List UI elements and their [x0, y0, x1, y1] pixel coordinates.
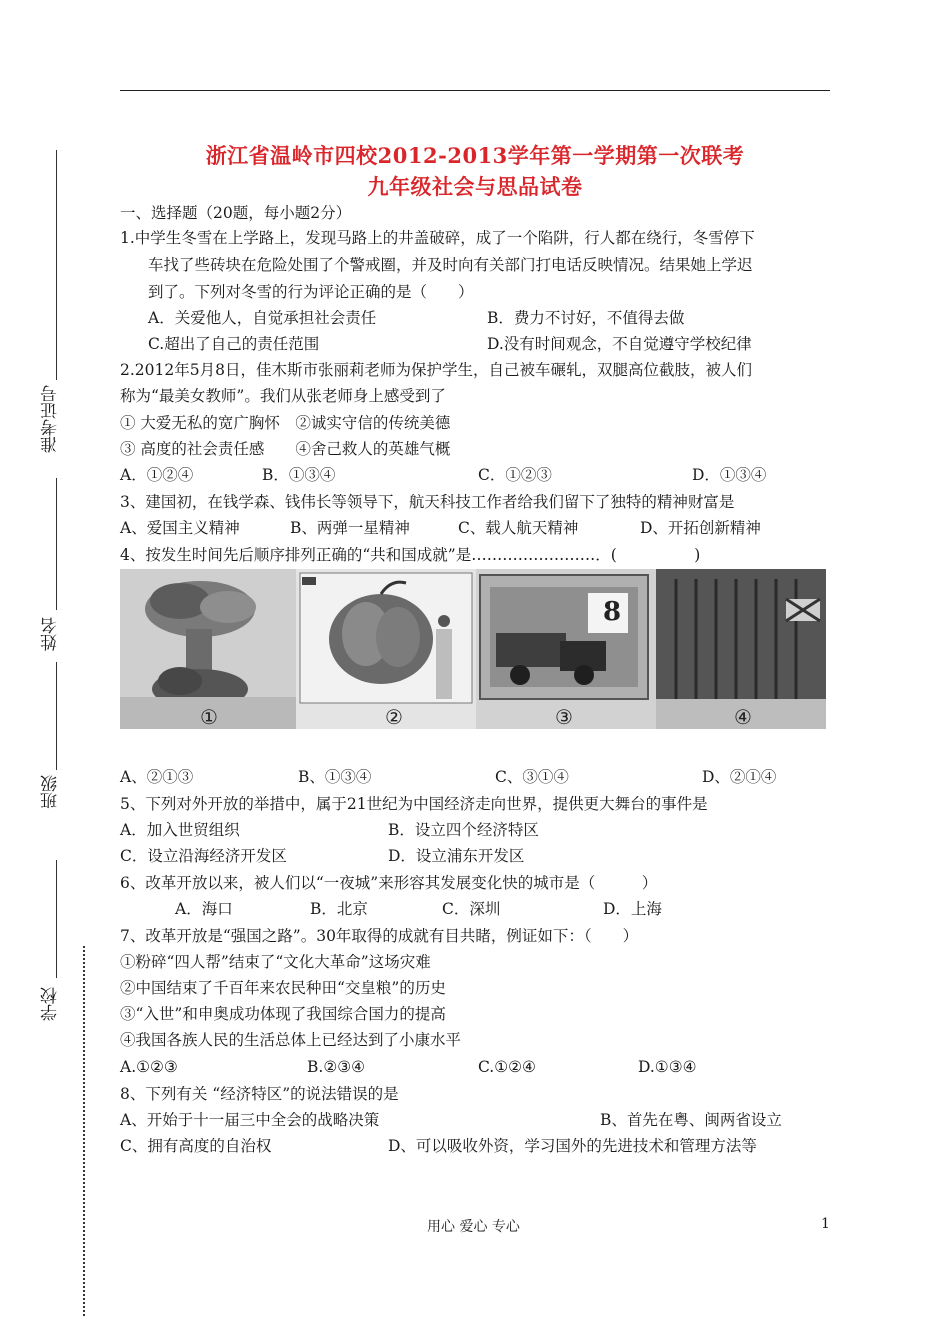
q1-stem-line3: 到了。下列对冬雪的行为评论正确的是（ ） [148, 283, 474, 301]
q8-option-b[interactable]: B、首先在粤、闽两省设立 [600, 1111, 782, 1129]
q7-statement-1: ①粉碎“四人帮”结束了“文化大革命”这场灾难 [120, 953, 431, 971]
q2-option-b[interactable]: B．①③④ [262, 466, 336, 484]
q6-option-b[interactable]: B．北京 [310, 900, 368, 918]
q3-option-d[interactable]: D、开拓创新精神 [640, 519, 761, 537]
q5-option-d[interactable]: D．设立浦东开发区 [388, 847, 525, 865]
stamp-number: 8 [603, 597, 622, 627]
q7-statement-2: ②中国结束了千百年来农民种田“交皇粮”的历史 [120, 979, 446, 997]
q5-stem: 5、下列对外开放的举措中，属于21世纪为中国经济走向世界，提供更大舞台的事件是 [120, 795, 708, 813]
header-rule [120, 90, 830, 91]
q6-stem: 6、改革开放以来，被人们以“一夜城”来形容其发展变化快的城市是（ ） [120, 874, 658, 892]
photo-label-2: ② [385, 705, 403, 729]
class-blank [56, 662, 57, 770]
q7-stem: 7、改革开放是“强国之路”。30年取得的成就有目共睹，例证如下：（ ） [120, 927, 639, 945]
q5-option-a[interactable]: A．加入世贸组织 [120, 821, 240, 839]
photo-label-1: ① [200, 705, 218, 729]
q6-option-a[interactable]: A．海口 [175, 900, 233, 918]
q3-stem: 3、建国初，在钱学森、钱伟长等领导下，航天科技工作者给我们留下了独特的精神财富是 [120, 493, 735, 511]
q4-option-d[interactable]: D、②①④ [702, 768, 777, 786]
q4-option-c[interactable]: C、③①④ [495, 768, 569, 786]
q7-option-b[interactable]: B.②③④ [307, 1058, 366, 1076]
q8-option-c[interactable]: C、拥有高度的自治权 [120, 1137, 272, 1155]
q1-option-c[interactable]: C.超出了自己的责任范围 [148, 335, 320, 353]
q1-stem-line2: 车找了些砖块在危险处围了个警戒圈，并及时向有关部门打电话反映情况。结果她上学迟 [148, 256, 753, 274]
q4-option-b[interactable]: B、①③④ [298, 768, 372, 786]
name-blank [56, 478, 57, 610]
q6-option-d[interactable]: D．上海 [603, 900, 662, 918]
q5-option-c[interactable]: C．设立沿海经济开发区 [120, 847, 287, 865]
school-label: 学校 [41, 987, 61, 1021]
q1-option-a[interactable]: A．关爱他人，自觉承担社会责任 [148, 309, 377, 327]
q2-statements-2: ③ 高度的社会责任感 ④舍己救人的英雄气概 [120, 440, 451, 458]
q3-option-a[interactable]: A、爱国主义精神 [120, 519, 240, 537]
q2-stem-line1: 2.2012年5月8日，佳木斯市张丽莉老师为保护学生，自己被车碾轧，双腿高位截肢，被人们 [120, 361, 752, 379]
footer-motto: 用心 爱心 专心 [427, 1219, 520, 1235]
exam-title-line1: 浙江省温岭市四校2012-2013学年第一学期第一次联考 [205, 143, 745, 168]
q4-stem: 4、按发生时间先后顺序排列正确的“共和国成就”是……………………．( ) [120, 546, 701, 564]
q1-option-d[interactable]: D.没有时间观念，不自觉遵守学校纪律 [487, 335, 752, 353]
exam-title-line2: 九年级社会与思品试卷 [367, 174, 583, 199]
q8-option-a[interactable]: A、开始于十一届三中全会的战略决策 [120, 1111, 380, 1129]
name-label: 姓名 [41, 617, 61, 651]
q3-option-b[interactable]: B、两弹一星精神 [290, 519, 410, 537]
q7-option-d[interactable]: D.①③④ [638, 1058, 697, 1076]
q3-option-c[interactable]: C、载人航天精神 [458, 519, 579, 537]
page-number: 1 [821, 1216, 830, 1232]
q8-option-d[interactable]: D、可以吸收外资，学习国外的先进技术和管理方法等 [388, 1137, 757, 1155]
q2-option-c[interactable]: C．①②③ [478, 466, 552, 484]
photo-label-3: ③ [555, 705, 573, 729]
q7-statement-3: ③“入世”和申奥成功体现了我国综合国力的提高 [120, 1005, 446, 1023]
q2-option-d[interactable]: D．①③④ [692, 466, 767, 484]
seal-line [83, 946, 85, 1316]
q4-photo-strip [120, 569, 826, 729]
q8-stem: 8、下列有关 “经济特区”的说法错误的是 [120, 1085, 399, 1103]
exam-number-blank [56, 150, 57, 380]
class-label: 班级 [41, 775, 61, 809]
q2-option-a[interactable]: A．①②④ [120, 466, 194, 484]
q1-stem-line1: 1.中学生冬雪在上学路上，发现马路上的井盖破碎，成了一个陷阱，行人都在绕行，冬雪停下 [120, 229, 755, 247]
q7-option-a[interactable]: A.①②③ [120, 1058, 178, 1076]
q2-stem-line2: 称为“最美女教师”。我们从张老师身上感受到了 [120, 387, 446, 405]
q1-option-b[interactable]: B．费力不讨好，不值得去做 [487, 309, 685, 327]
photo-label-4: ④ [734, 705, 752, 729]
school-blank [56, 860, 57, 978]
q4-option-a[interactable]: A、②①③ [120, 768, 194, 786]
exam-number-label: 准考证号 [41, 385, 61, 453]
q7-statement-4: ④我国各族人民的生活总体上已经达到了小康水平 [120, 1031, 462, 1049]
section-heading: 一、选择题（20题，每小题2分） [120, 204, 352, 222]
q2-statements-1: ① 大爱无私的宽广胸怀 ②诚实守信的传统美德 [120, 414, 451, 432]
q7-option-c[interactable]: C.①②④ [478, 1058, 536, 1076]
q6-option-c[interactable]: C．深圳 [442, 900, 501, 918]
q5-option-b[interactable]: B．设立四个经济特区 [388, 821, 539, 839]
